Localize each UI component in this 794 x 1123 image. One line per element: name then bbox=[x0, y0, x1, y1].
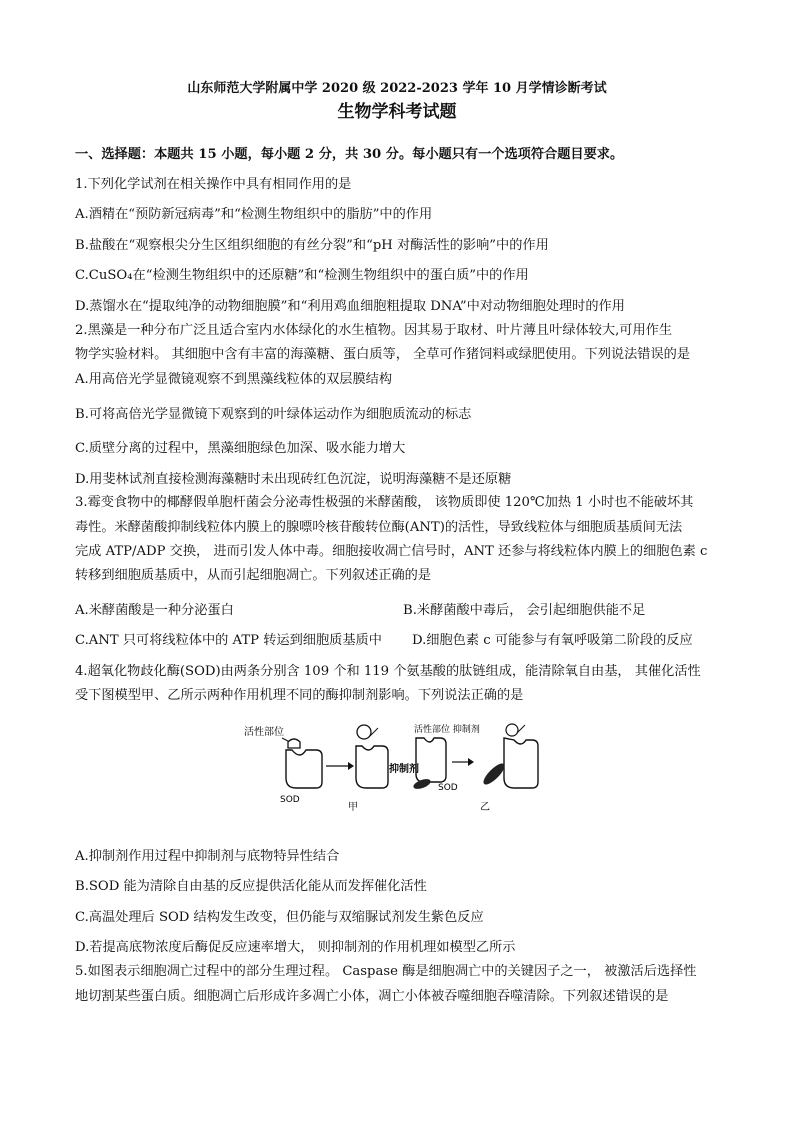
q5-stem-line2: 地切割某些蛋白质。细胞凋亡后形成许多凋亡小体，凋亡小体被吞噬细胞吞噬清除。下列叙述错误的是 bbox=[75, 989, 669, 1004]
enzyme-jia-left bbox=[286, 750, 322, 788]
enzyme-yi-left bbox=[416, 738, 446, 782]
q2-option-d: D.用斐林试剂直接检测海藻糖时未出现砖红色沉淀，说明海藻糖不是还原糖 bbox=[75, 472, 512, 487]
arrow-yi-head bbox=[468, 758, 474, 766]
q4-stem-line1: 4.超氧化物歧化酶(SOD)由两条分别含 109 个和 119 个氨基酸的肽链组成，能清除氧自由基， 其催化活性 bbox=[75, 664, 701, 679]
label-active-site: 活性部位 bbox=[244, 727, 284, 738]
q2-option-a: A.用高倍光学显微镜观察不到黑藻线粒体的双层膜结构 bbox=[75, 372, 393, 387]
label-top-right: 活性部位 抑制剂 bbox=[414, 725, 480, 735]
q3-stem-line3: 完成 ATP/ADP 交换， 进而引发人体中毒。细胞接收凋亡信号时，ANT 还参与将线粒体内膜上的细胞色素 c bbox=[75, 544, 708, 559]
q4-option-c: C.高温处理后 SOD 结构发生改变，但仍能与双缩脲试剂发生紫色反应 bbox=[75, 910, 484, 925]
q2-stem-line2: 物学实验材料。 其细胞中含有丰富的海藻糖、蛋白质等， 全草可作猪饲料或绿肥使用。下列说法错误的是 bbox=[75, 347, 691, 362]
label-sod-left: SOD bbox=[280, 795, 300, 805]
label-sod-right: SOD bbox=[438, 783, 458, 793]
q4-option-b: B.SOD 能为清除自由基的反应提供活化能从而发挥催化活性 bbox=[75, 879, 427, 894]
enzyme-yi-right bbox=[504, 738, 538, 788]
q1-option-c: C.CuSO₄在“检测生物组织中的还原糖”和“检测生物组织中的蛋白质”中的作用 bbox=[75, 268, 529, 283]
label-yi: 乙 bbox=[480, 802, 490, 812]
q3-option-c: C.ANT 只可将线粒体中的 ATP 转运到细胞质基质中 bbox=[75, 633, 382, 648]
q3-stem-line2: 毒性。米酵菌酸抑制线粒体内膜上的腺嘌呤核苷酸转位酶(ANT)的活性，导致线粒体与细胞质基质间无法 bbox=[75, 520, 683, 535]
q4-option-d: D.若提高底物浓度后酶促反应速率增大， 则抑制剂的作用机理如模型乙所示 bbox=[75, 940, 516, 955]
q1-option-d: D.蒸馏水在“提取纯净的动物细胞膜”和“利用鸡血细胞粗提取 DNA”中对动物细胞处理时的作用 bbox=[75, 299, 625, 314]
exam-title: 生物学科考试题 bbox=[337, 102, 457, 122]
arrow-jia-head bbox=[348, 762, 354, 770]
label-inhibitor: 抑制剂 bbox=[389, 764, 419, 775]
q3-option-b: B.米酵菌酸中毒后， 会引起细胞供能不足 bbox=[403, 603, 646, 618]
label-jia: 甲 bbox=[348, 802, 358, 812]
q3-option-d: D.细胞色素 c 可能参与有氧呼吸第二阶段的反应 bbox=[412, 633, 693, 648]
q1-stem: 1.下列化学试剂在相关操作中具有相同作用的是 bbox=[75, 177, 352, 192]
enzyme-jia-right bbox=[356, 746, 388, 788]
product-jia bbox=[357, 725, 371, 739]
q2-option-b: B.可将高倍光学显微镜下观察到的叶绿体运动作为细胞质流动的标志 bbox=[75, 407, 472, 422]
q2-stem-line1: 2.黑藻是一种分布广泛且适合室内水体绿化的水生植物。因其易于取材、叶片薄且叶绿体较大,可用作生 bbox=[75, 323, 673, 338]
q2-option-c: C.质壁分离的过程中，黑藻细胞绿色加深、吸水能力增大 bbox=[75, 441, 406, 456]
enzyme-inhibitor-diagram bbox=[242, 722, 542, 812]
substrate-jia bbox=[288, 739, 300, 748]
product-yi bbox=[506, 724, 518, 736]
q3-stem-line4: 转移到细胞质基质中，从而引起细胞凋亡。下列叙述正确的是 bbox=[75, 568, 432, 583]
q4-option-a: A.抑制剂作用过程中抑制剂与底物特异性结合 bbox=[75, 849, 340, 864]
q5-stem-line1: 5.如图表示细胞凋亡过程中的部分生理过程。 Caspase 酶是细胞凋亡中的关键因子之一， 被激活后选择性 bbox=[75, 964, 697, 979]
section-heading: 一、选择题：本题共 15 小题，每小题 2 分，共 30 分。每小题只有一个选项符合题目要求。 bbox=[75, 147, 624, 162]
q1-option-b: B.盐酸在“观察根尖分生区组织细胞的有丝分裂”和“pH 对酶活性的影响”中的作用 bbox=[75, 238, 549, 253]
exam-header: 山东师范大学附属中学 2020 级 2022-2023 学年 10 月学情诊断考试 bbox=[187, 81, 607, 96]
q3-option-a: A.米酵菌酸是一种分泌蛋白 bbox=[75, 603, 234, 618]
q1-option-a: A.酒精在“预防新冠病毒”和“检测生物组织中的脂肪”中的作用 bbox=[75, 207, 433, 222]
q3-stem-line1: 3.霉变食物中的椰酵假单胞杆菌会分泌毒性极强的米酵菌酸， 该物质即使 120℃加热 1 小时也不能破坏其 bbox=[75, 495, 694, 510]
q4-stem-line2: 受下图模型甲、乙所示两种作用机理不同的酶抑制剂影响。下列说法正确的是 bbox=[75, 688, 524, 703]
